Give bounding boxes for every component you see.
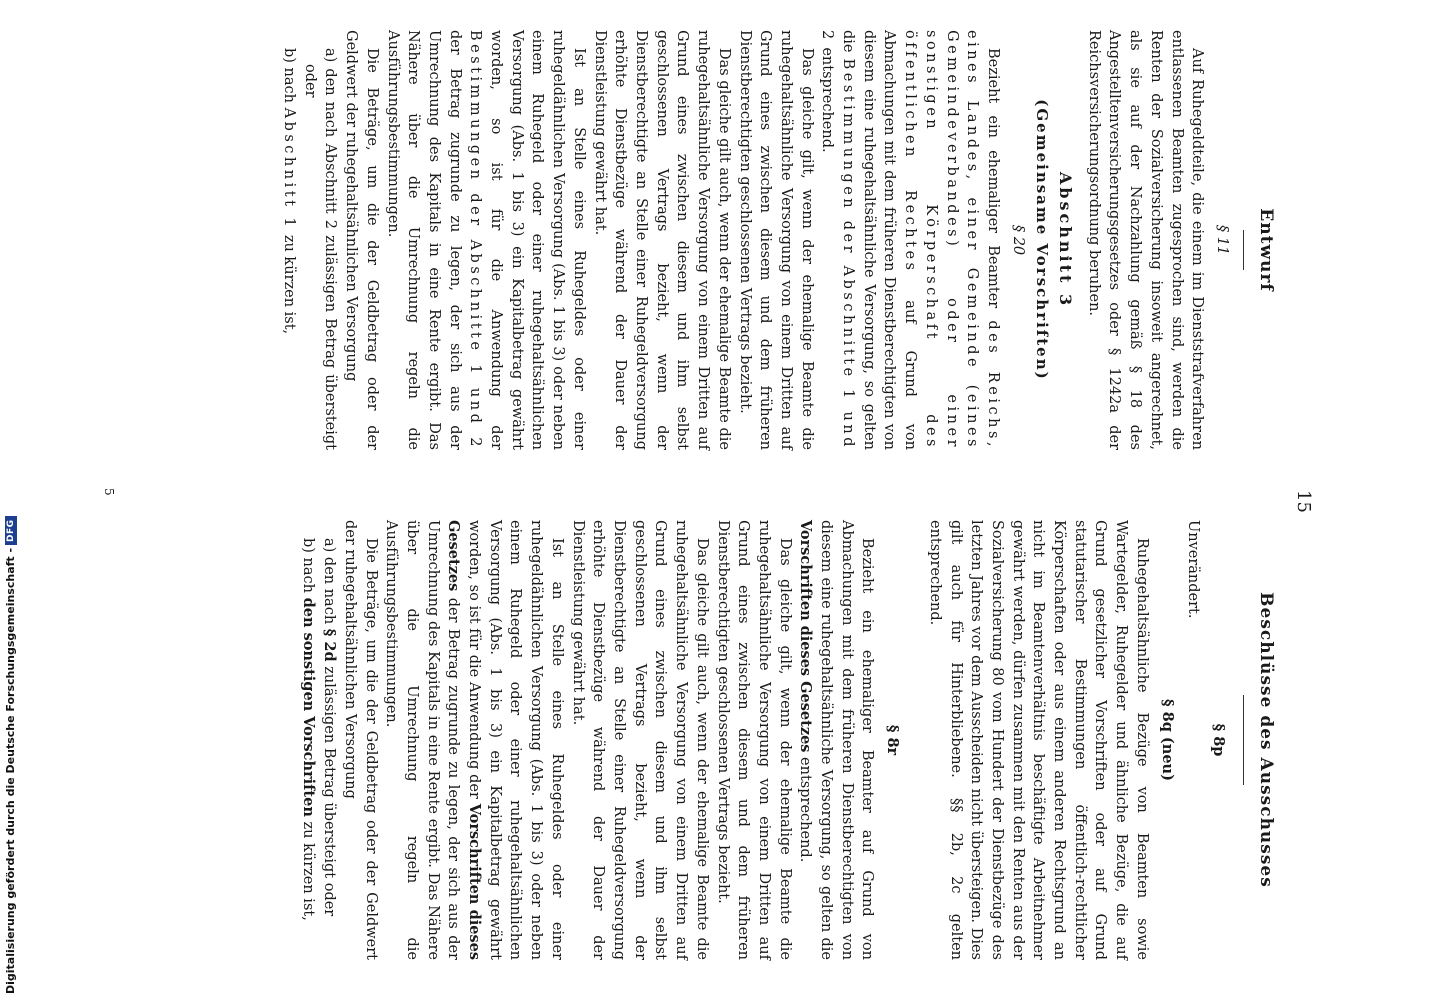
section-8q-heading: § 8q (neu) (1158, 699, 1176, 781)
section-20-list (278, 30, 340, 450)
section-20-paragraph-3: Das gleiche gilt auch, wenn der ehemalige Beamte die ruhegehaltsähnliche Versorgung von einem Dritten auf Grund eines zwischen diesem und ihm selbst geschlossenen Vertrags bezieht, wenn der Dienstberechtigte an Stelle einer Ruhegeldversorgung erhöhte Dienstbezüge während der Dauer der Dienstleistung gewährt hat. (591, 30, 732, 450)
dfg-logo-icon: DFG (5, 516, 17, 545)
section-8p-heading: § 8p (1210, 723, 1227, 757)
section-8r-heading: § 8r (884, 724, 902, 756)
footer-signature-mark: 5 (102, 488, 116, 496)
digitization-note-text: Digitalisierung gefördert durch die Deutsche Forschungsgemeinschaft - (4, 547, 17, 994)
section-8r-paragraph-1: Bezieht ein ehemaliger Beamter auf Grund von Abmachungen mit dem früheren Dienstberechtigten von diesem eine ruhegehaltsähnliche Versorgung, so gelten die Vorschriften dieses Gesetzes entsprechend. (797, 520, 876, 960)
section-8r-list (298, 520, 339, 960)
digitization-note (4, 516, 17, 994)
section-20-item-b: b) nach Abschnitt 1 zu kürzen ist, (281, 48, 298, 335)
section-20-paragraph-2: Das gleiche gilt, wenn der ehemalige Beamte die ruhegehaltsähnliche Versorgung von einem Dritten auf Grund eines zwischen diesem und dem früheren Dienstberechtigten geschlossenen Vertrags bezieht. (736, 30, 815, 450)
right-column-header: Beschlüsse des Ausschusses (1256, 592, 1276, 888)
section-8q-text: Ruhegehaltsähnliche Bezüge von Beamten sowie Wartegelder, Ruhegelder und ähnliche Bezüge, die auf Grund gesetzlicher Vorschriften oder auf Grund statutarischer Bestimmungen öffentlich-rechtlicher Körperschaften oder aus einem anderen Rechtsgrund an nicht im Beamtenverhältnis beschäftigte Arbeitnehmer gewährt werden, dürfen zusammen mit den Renten aus der Sozialversicherung 80 vom Hundert der Dienstbezüge des letzten Jahres vor dem Ausscheiden nicht übersteigen. Dies gilt auch für Hinterbliebene. §§ 2b, 2c gelten entsprechend. (926, 520, 1150, 960)
section-8r-paragraph-2: Das gleiche gilt, wenn der ehemalige Beamte die ruhegehaltsähnliche Versorgung von einem Dritten auf Grund eines zwischen diesem und dem früheren Dienstberechtigten geschlossenen Vertrags bezieht. (714, 520, 793, 960)
section-3-subtitle: (Gemeinsame Vorschriften) (1033, 99, 1052, 381)
left-column-header: Entwurf (1256, 208, 1276, 292)
section-20-paragraph-4: Ist an Stelle eines Ruhegeldes oder einer ruhegeldähnlichen Versorgung (Abs. 1 bis 3) oder neben einem Ruhegeld oder einer ruhegehaltsähnlichen Versorgung (Abs. 1 bis 3) ein Kapitalbetrag gewährt worden, so ist für die Anwendung der Bestimmungen der Abschnitte 1 und 2 der Betrag zugrunde zu legen, der sich aus der Umrechnung des Kapitals in eine Rente ergibt. Das Nähere über die Umrechnung regeln die Ausführungsbestimmungen. (384, 30, 587, 450)
section-8r-paragraph-3: Das gleiche gilt auch, wenn der ehemalige Beamte die ruhegehaltsähnliche Versorgung von einem Dritten auf Grund eines zwischen diesem und ihm selbst geschlossenen Vertrags bezieht, wenn der Dienstberechtigte an Stelle einer Ruhegeldversorgung erhöhte Dienstbezüge während der Dauer der Dienstleistung gewährt hat. (569, 520, 710, 960)
section-20-paragraph-5: Die Beträge, um die der Geldbetrag oder der Geldwert der ruhegehaltsähnlichen Versorgung (343, 30, 380, 450)
section-8r-item-a: a) den nach § 2d zulässigen Betrag übersteigt oder (321, 538, 339, 917)
section-20-paragraph-1: Bezieht ein ehemaliger Beamter des Reichs, eines Landes, einer Gemeinde (eines Gemeindeverbandes) oder einer sonstigen Körperschaft des öffentlichen Rechtes auf Grund von Abmachungen mit dem früheren Dienstberechtigten von diesem eine ruhegehaltsähnliche Versorgung, so gelten die Bestimmungen der Abschnitte 1 und 2 entsprechend. (819, 30, 1001, 450)
right-header-rule (1243, 695, 1244, 785)
section-8r-item-b: b) nach den sonstigen Vorschriften zu kürzen ist, (300, 538, 318, 921)
left-column (278, 30, 1234, 450)
section-8r-paragraph-5: Die Beträge, um die der Geldbetrag oder der Geldwert der ruhegehaltsähnlichen Versorgung (341, 520, 379, 960)
page-number: 15 (1293, 490, 1314, 513)
section-3-title: Abschnitt 3 (1056, 171, 1076, 309)
left-header-rule (1243, 230, 1244, 270)
section-20-heading: § 20 (1009, 224, 1026, 256)
section-11-heading: § 11 (1214, 224, 1230, 256)
right-column (298, 520, 1234, 960)
section-11-text: Auf Ruhegeldteile, die einem im Dienststrafverfahren entlassenen Beamten zugesprochen sind, werden die Renten der Sozialversicherung insoweit angerechnet, als sie auf der Nachzahlung gemäß § 18 des Angestelltenversicherungsgesetzes oder § 1242a der Reichsversicherungsordnung beruhen. (1085, 30, 1206, 450)
section-20-item-a: a) den nach Abschnitt 2 zulässigen Betrag übersteigt oder (301, 48, 339, 450)
section-8p-text: Unverändert. (1185, 520, 1202, 619)
section-8r-paragraph-4: Ist an Stelle eines Ruhegeldes oder einer ruhegeldähnlichen Versorgung (Abs. 1 bis 3) oder neben einem Ruhegeld oder einer ruhegehaltsähnlichen Versorgung (Abs. 1 bis 3) ein Kapitalbetrag gewährt worden, so ist für die Anwendung der Vorschriften dieses Gesetzes der Betrag zugrunde zu legen, der sich aus der Umrechnung des Kapitals in eine Rente ergibt. Das Nähere über die Umrechnung regeln die Ausführungsbestimmungen. (383, 520, 565, 960)
